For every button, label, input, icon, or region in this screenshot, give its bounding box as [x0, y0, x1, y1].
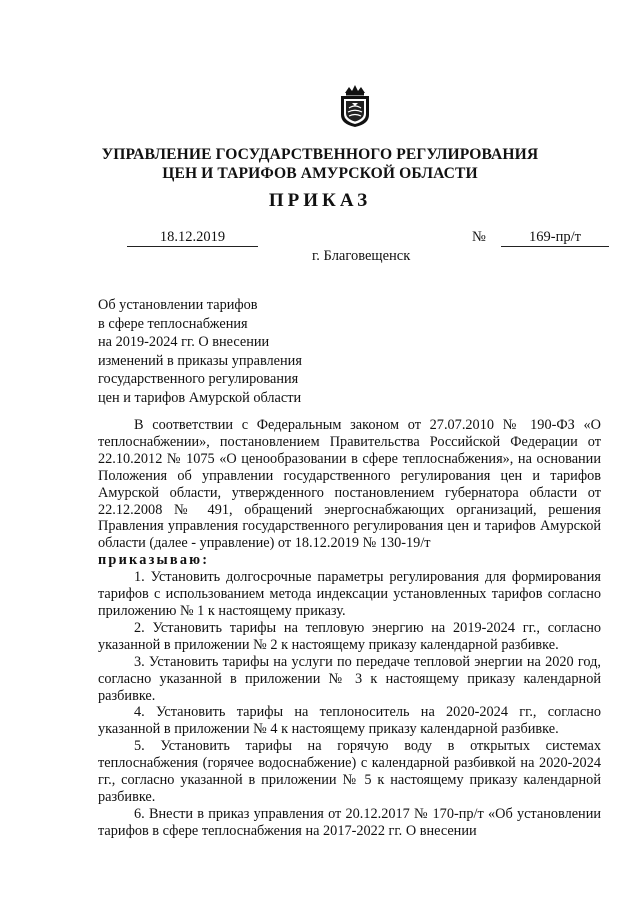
- order-item-4: 4. Установить тарифы на теплоноситель на 2020-2024 гг., согласно указанной в приложении № 4 к настоящему приказу календарной разбивке.: [98, 704, 601, 738]
- coat-of-arms-icon: [338, 84, 372, 128]
- preamble-paragraph: В соответствии с Федеральным законом от 27.07.2010 № 190-ФЗ «О теплоснабжении», постановлением Правительства Российской Федерации от 22.10.2012 № 1075 «О ценообразовании в сфере теплоснабжения», на основании Положения об управлении государственного регулирования цен и тарифов Амурской области, утвержденного постановлением губернатора области от 22.12.2008 № 491, обращений энергоснабжающих организаций, решения Правления управления государственного регулирования цен и тарифов Амурской области (далее - управление) от 18.12.2019 № 130-19/т: [98, 417, 601, 552]
- subject-line: государственного регулирования: [98, 371, 299, 388]
- order-date: 18.12.2019: [127, 229, 258, 247]
- subject-line: на 2019-2024 гг. О внесении: [98, 334, 270, 351]
- order-item-3: 3. Установить тарифы на услуги по передаче тепловой энергии на 2020 год, согласно указанной в приложении № 3 к настоящему приказу календарной разбивке.: [98, 653, 601, 704]
- subject-line: в сфере теплоснабжения: [98, 315, 248, 332]
- document-type-title: ПРИКАЗ: [268, 190, 372, 211]
- order-item-5: 5. Установить тарифы на горячую воду в открытых системах теплоснабжения (горячее водоснабжение) с календарной разбивкой на 2020-2024 гг., согласно указанной в приложении № 5 к настоящему приказу календарной разбивке.: [98, 738, 601, 805]
- subject-line: Об установлении тарифов: [98, 297, 258, 313]
- order-item-1: 1. Установить долгосрочные параметры регулирования для формирования тарифов с использованием метода индексации установленных тарифов согласно приложению № 1 к настоящему приказу.: [98, 569, 601, 619]
- organization-name-line-1: УПРАВЛЕНИЕ ГОСУДАРСТВЕННОГО РЕГУЛИРОВАНИЯ: [101, 146, 539, 163]
- order-number: 169-пр/т: [501, 229, 609, 247]
- subject-line: изменений в приказы управления: [98, 352, 302, 369]
- order-word: приказываю:: [98, 552, 210, 569]
- order-subject: [98, 296, 338, 408]
- order-item-2: 2. Установить тарифы на тепловую энергию на 2019-2024 гг., согласно указанной в приложении № 2 к настоящему приказу календарной разбивке.: [98, 619, 601, 653]
- city-name: г. Благовещенск: [312, 248, 411, 264]
- number-sign: №: [472, 229, 486, 245]
- subject-line: цен и тарифов Амурской области: [98, 389, 302, 406]
- order-body: [98, 417, 601, 840]
- organization-name-line-2: ЦЕН И ТАРИФОВ АМУРСКОЙ ОБЛАСТИ: [162, 165, 478, 182]
- order-item-6: 6. Внести в приказ управления от 20.12.2017 № 170-пр/т «Об установлении тарифов в сфере теплоснабжения на 2017-2022 гг. О внесении: [98, 805, 601, 839]
